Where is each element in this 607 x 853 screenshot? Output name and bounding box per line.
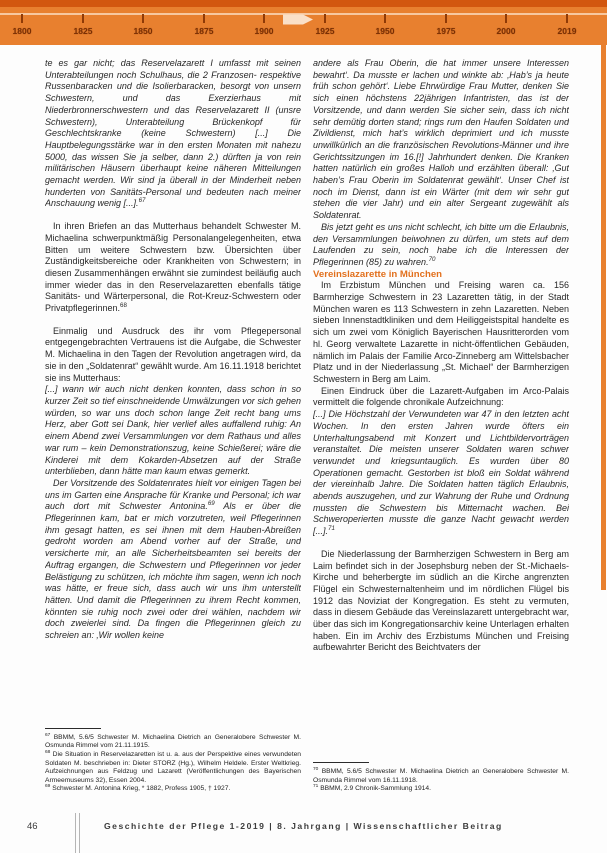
quote-paragraph	[45, 384, 301, 478]
timeline-tick	[445, 14, 447, 23]
timeline-year-label: 1900	[254, 26, 274, 36]
body-text: Einen Eindruck über die Lazarett-Aufgaben im Arco-Palais vermittelt die folgende chronikale Aufzeichnung:	[313, 385, 569, 408]
footnote-ref: 70	[428, 255, 436, 263]
footer-page-number: 46	[27, 821, 38, 832]
quote-text: Der Vorsitzende des Soldatenrates hielt vor einigen Tagen bei uns im Garten eine Ansprache für Kranke und Personal; ich war auch dort mit Schwester Antonina.	[45, 477, 301, 512]
timeline-marker-arrow-icon	[283, 13, 315, 31]
footnote	[45, 785, 301, 794]
left-text-column	[45, 58, 301, 794]
timeline-year-label: 1925	[315, 26, 335, 36]
footnote-divider-rule	[313, 762, 369, 763]
timeline-year-label: 1825	[73, 26, 93, 36]
timeline-year-label: 1850	[133, 26, 153, 36]
footnote	[45, 734, 301, 751]
quote-paragraph	[313, 222, 569, 269]
page-footer	[0, 813, 607, 853]
footnote	[313, 768, 569, 785]
body-text: In ihren Briefen an das Mutterhaus behandelt Schwester M. Michaelina schwerpunktmäßig Personalangelegenheiten, etwa Bitten um weitere Schwestern bzw. Übersichten über Zuständigkeitsbereiche oder Krankheiten von Schwestern; in diesen Zusammenhängen erwähnt sie zumindest beiläufig auch immer wieder das in den Reservelazaretten ebenfalls tätige Sanitäts- und Wärterpersonal, die Rot-Kreuz-Schwestern oder Privatpflegerinnen.	[45, 221, 301, 314]
timeline-year-label: 1800	[12, 26, 32, 36]
body-paragraph	[313, 386, 569, 409]
timeline-year-label: 2000	[496, 26, 516, 36]
footnotes-left	[45, 728, 301, 794]
quote-text: te es gar nicht; das Reservelazarett I umfasst mit seinen Unterabteilungen noch Schulhaus, die 2 Franzosen- respektive Russenbaracken und die Isolierbaracken, besorgt von unsern Schwestern, und das Exerzierhaus mit Niederbronnerschwestern und das Reservelazarett II (unsre Schwestern), Unterabteilung Brückenkopf für Geschlechtskranke (keine Schwestern) [...] Die Hauptbelegungsstärke war in den ersten Monaten mit nahezu 5000, das wissen Sie ja selber, dann 2.) dürften ja von rein militärischen Häusern überhaupt keine näheren Mitteilungen gemacht werden. Wir sind ja überall in der Minderheit neben hunderten von Sanitäts-Personal und bedeuten nach meiner Anschauung wenig [...].	[45, 58, 301, 209]
timeline-tick	[263, 14, 265, 23]
footnote-number: 70	[313, 766, 319, 772]
footnote-text: Schwester M. Antonina Krieg, * 1882, Profess 1905, † 1927.	[52, 785, 231, 793]
timeline-tick	[384, 14, 386, 23]
quote-text: Bis jetzt geht es uns nicht schlecht, ich bitte um die Erlaubnis, den Versammlungen beiwohnen zu dürfen, um stets auf dem Laufenden zu sein, noch habe ich die Interessen der Pflegerinnen (85) zu wahren.	[313, 221, 569, 267]
footnote-ref: 71	[328, 525, 335, 533]
page-edge-accent-bar	[601, 45, 606, 590]
timeline-tick	[324, 14, 326, 23]
timeline-tick	[505, 14, 507, 23]
footnote-divider-rule	[45, 728, 101, 729]
timeline-year-label: 1950	[375, 26, 395, 36]
timeline-year-label: 2019	[557, 26, 577, 36]
footnote-number: 67	[45, 732, 51, 738]
body-paragraph	[313, 549, 569, 654]
quote-text: andere als Frau Oberin, die hat immer unsere Interessen bewahrt‘. Da musste er lachen und winkte ab: ‚Hab’s ja heute früh schon gehört‘. Liebe Ehrwürdige Frau Mutter, denken Sie sich einen höchstens 22jährigen Infantristen, das ist der Vorsitzende, und dann werden Sie sicher sein, dass ich nicht sehr demütig dorten stand; rings rum den Haufen Soldaten und Zivildienst, mich hat’s wirklich deprimiert und ich musste unwillkürlich an die französischen Revolutions-Männer und ihre Gerichtssitzungen im 16.[!] Jahrhundert denken. Die Kranken hatten natürlich ein großes Halloh und erzählten überall: ‚Gut haben’s Frau Oberin im Soldatenrat gewählt‘. Unser Chef ist noch im Dienst, dann ist ein Wärter (mit dem wir sehr gut stehen die vier Jahr) und ein alter Sergeant zugewählt als Soldatenrat.	[313, 58, 569, 221]
timeline-tick	[82, 14, 84, 23]
timeline-top-strip	[0, 0, 607, 7]
footnotes-right	[313, 762, 569, 794]
footer-journal-line: Geschichte der Pflege 1-2019 | 8. Jahrgang | Wissenschaftlicher Beitrag	[104, 821, 503, 831]
timeline-tick	[566, 14, 568, 23]
body-paragraph	[313, 280, 569, 385]
footnote-text: BBMM, 5.6/5 Schwester M. Michaelina Dietrich an Generalobere Schwester M. Osmunda Rimmel vom 16.11.1918.	[313, 768, 569, 784]
footer-divider	[75, 813, 80, 853]
timeline-tick	[142, 14, 144, 23]
timeline-year-label: 1975	[436, 26, 456, 36]
body-text: Die Niederlassung der Barmherzigen Schwestern in Berg am Laim befindet sich in der Josephsburg neben der St.-Michaels-Kirche und beherbergte im südlich an die Kirche angrenzten Flügel ein Schwesternaltenheim und im nördlichen Flügel bis 1912 das Noviziat der Kongregation. Es steht zu vermuten, dass in diesem Gebäude das Vereinslazarett untergebracht war, über das sich im Kongregationsarchiv keine Unterlagen erhalten haben. Ein im Archiv des Erzbistums München und Freising aufbewahrter Bericht des Beichtvaters der	[313, 548, 569, 653]
footnote-ref: 67	[138, 197, 146, 205]
footnote-number: 69	[45, 784, 51, 790]
quote-text: [...] Die Höchstzahl der Verwundeten war 47 in den letzten acht Wochen. In den ersten Jahren wurde öfters ein Unterhaltungsabend mit Konzert und Lichtbildervorträgen veranstaltet. Die meisten unserer Soldaten waren schwer verwundet und kriegsuntauglich. Es wurden über 80 Operationen gemacht. Gestorben ist bloß ein Soldat während der viereinhalb Jahre. Die Soldaten hatten täglich Erlaubnis, abends auszugehen, und zur Wahrung der Ruhe und Ordnung mussten die Schwestern bis Mitternacht wachen. Bei Schweroperierten musste die ganze Nacht gewacht werden [...].	[313, 409, 569, 537]
quote-paragraph	[313, 409, 569, 538]
quote-text: [...] wann wir auch nicht denken konnten, dass schon in so kurzer Zeit so tief einschneidende Umwälzungen vor sich gehen würden, so war uns doch schon lange Zeit recht bang ums Herz, aber Gott sei Dank, hier verlief alles auffallend ruhig: An einem Abend zwei Versammlungen vor dem Rathaus und alles war rum – kein Demonstrationszug, keine Schießerei; wäre die Kinderei mit dem Kokarden-Absetzen auf der Straße unterblieben, dann hätte man kaum etwas gemerkt.	[45, 384, 301, 477]
footnote-text: BBMM, 5.6/5 Schwester M. Michaelina Dietrich an Generalobere Schwester M. Osmunda Rimmel vom 21.11.1915.	[45, 733, 301, 750]
right-text-column	[313, 58, 569, 794]
quote-paragraph	[45, 58, 301, 210]
timeline-band	[0, 0, 607, 45]
footnote-text: BBMM, 2.9 Chronik-Sammlung 1914.	[320, 785, 431, 793]
body-text: Einmalig und Ausdruck des ihr vom Pflegepersonal entgegengebrachten Vertrauens ist die Aufgabe, die Schwester M. Michaelina in den Tagen der Revolution angetragen wird, da sie in den „Soldatenrat“ gewählt wurde. Am 16.11.1918 berichtet sie ins Mutterhaus:	[45, 325, 301, 383]
quote-paragraph	[313, 58, 569, 222]
footnote-number: 71	[313, 784, 319, 790]
footnote	[45, 751, 301, 785]
timeline-tick	[203, 14, 205, 23]
quote-text: Als er über die Pflegerinnen kam, bat er mich vorzutreten, weil Pflegerinnen ihm gesagt hatten, es sei ihnen mit dem Hauben-Abreißen gedroht worden am Abend vorher auf der Straße, und versicherte mir, an alle Sicherheitsbeamten sei bereits der Auftrag ergangen, die Schwestern und Pflegerinnen vor jeder Belästigung zu schützen, ich möchte ihm sagen, wenn ich noch was hätte, er freue sich, dass auch wir uns ihm unterstellt hätten. Und damit die Pflegerinnen zu ihrem Recht kommen, könnten sie ruhig noch zwei oder drei wählen, nachdem wir doch zweierlei sind. Da fingen die Pflegerinnen gleich zu schreien an: ‚Wir wollen keine	[45, 501, 301, 641]
footnote-text: Die Situation in Reservelazaretten ist u. a. aus der Perspektive eines verwundeten Soldaten M. beschrieben in: Dieter STORZ (Hg.), Wilhelm Heldele. Erster Weltkrieg. Aufzeichnungen aus Feldzug und Lazarett (Veröffentlichungen des Bayerischen Armeemuseums 32), Essen 2004.	[45, 751, 301, 784]
footnote-number: 68	[45, 749, 51, 755]
timeline-year-label: 1875	[194, 26, 214, 36]
footnote-ref: 69	[207, 500, 215, 508]
footnote-ref: 68	[120, 302, 127, 310]
body-paragraph	[45, 221, 301, 315]
body-text: Im Erzbistum München und Freising waren ca. 156 Barmherzige Schwestern in 23 Lazaretten tätig, in der Stadt München waren es 113 Schwestern in zehn Lazaretten. Neben sieben Innenstadtkliniken und dem Heiliggeistspital handelte es sich um zwei vom Königlich Bayerischen Hausritterorden vom hl. Georg verwaltete Lazarette in nicht-öffentlichen Gebäuden, nämlich im Palais der Familie Arco-Zinneberg am Wittelsbacher Platz und in der Niederlassung „St. Michael“ der Barmherzigen Schwestern in Berg am Laim.	[313, 280, 569, 384]
quote-paragraph	[45, 478, 301, 642]
section-heading: Vereinslazarette in München	[313, 268, 443, 280]
timeline-tick	[21, 14, 23, 23]
body-paragraph	[45, 326, 301, 385]
footnote	[313, 785, 569, 794]
